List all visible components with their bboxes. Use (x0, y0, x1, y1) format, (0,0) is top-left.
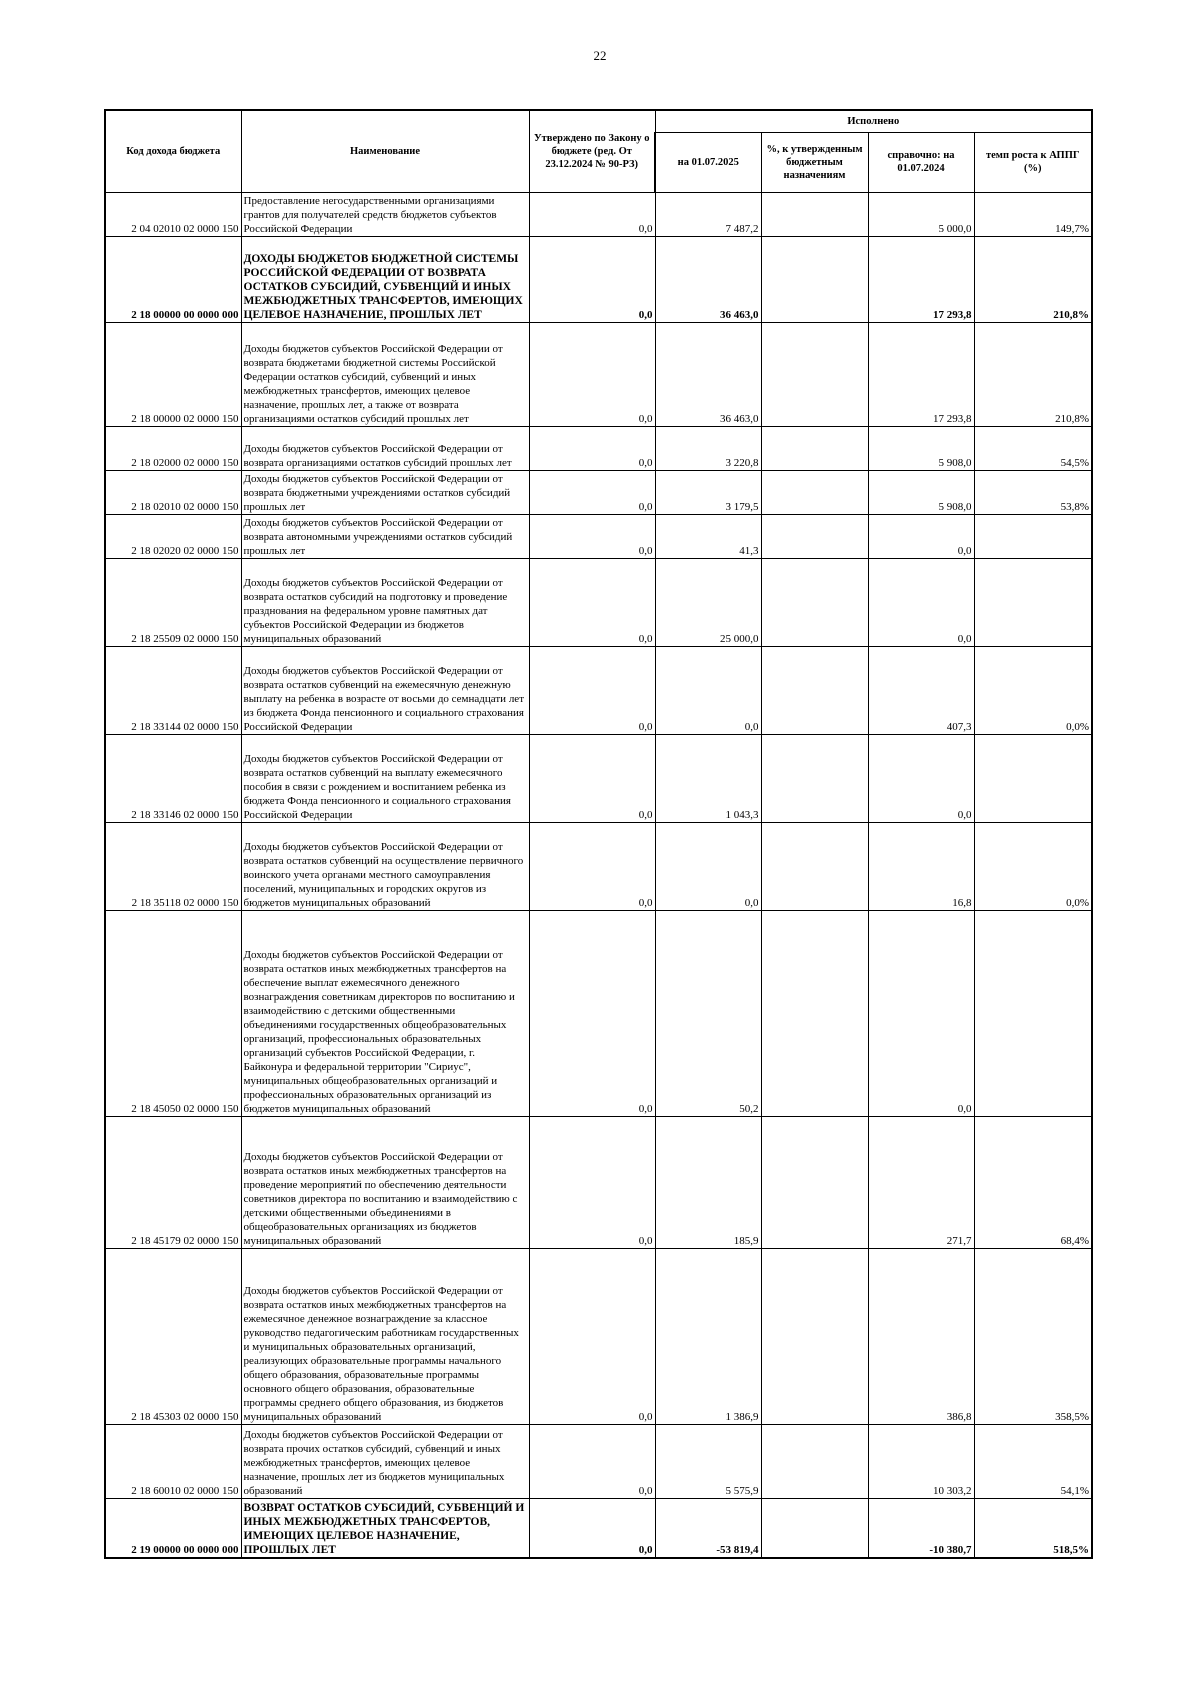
row-percent (761, 236, 868, 322)
row-executed: 7 487,2 (655, 192, 761, 236)
table-row (105, 192, 1092, 236)
row-percent (761, 734, 868, 822)
row-executed: 0,0 (655, 822, 761, 910)
header-name: Наименование (241, 110, 529, 192)
row-reference: 17 293,8 (868, 322, 974, 426)
row-reference: 0,0 (868, 910, 974, 1116)
row-approved: 0,0 (529, 822, 655, 910)
row-name: Доходы бюджетов субъектов Российской Федерации от возврата остатков иных межбюджетных трансфертов на ежемесячное денежное вознаграждение за классное руководство педагогическим работникам государственных и муниципальных образовательных организаций, реализующих образовательные программы начального общего образования, образовательные программы основного общего образования, образовательные программы среднего общего образования, из бюджетов муниципальных образований (241, 1248, 529, 1424)
row-reference: 0,0 (868, 734, 974, 822)
row-name: Доходы бюджетов субъектов Российской Федерации от возврата бюджетными учреждениями остатков субсидий прошлых лет (241, 470, 529, 514)
row-reference: 5 908,0 (868, 470, 974, 514)
row-code: 2 19 00000 00 0000 000 (105, 1498, 241, 1558)
table-row (105, 822, 1092, 910)
row-executed: 185,9 (655, 1116, 761, 1248)
row-executed: 41,3 (655, 514, 761, 558)
row-code: 2 18 45179 02 0000 150 (105, 1116, 241, 1248)
row-executed: 1 386,9 (655, 1248, 761, 1424)
row-growth: 54,5% (974, 426, 1092, 470)
row-executed: 25 000,0 (655, 558, 761, 646)
row-code: 2 18 35118 02 0000 150 (105, 822, 241, 910)
row-percent (761, 646, 868, 734)
header-executed: Исполнено (655, 110, 1092, 132)
row-executed: 3 179,5 (655, 470, 761, 514)
header-growth: темп роста к АППГ (%) (974, 132, 1092, 192)
table-row (105, 558, 1092, 646)
row-growth (974, 514, 1092, 558)
row-approved: 0,0 (529, 910, 655, 1116)
row-percent (761, 558, 868, 646)
row-name: Предоставление негосударственными организациями грантов для получателей средств бюджетов субъектов Российской Федерации (241, 192, 529, 236)
row-name: Доходы бюджетов субъектов Российской Федерации от возврата остатков субвенций на ежемесячную денежную выплату на ребенка в возрасте от восьми до семнадцати лет из бюджета Фонда пенсионного и социального страхования Российской Федерации (241, 646, 529, 734)
row-growth: 210,8% (974, 236, 1092, 322)
table-row (105, 1424, 1092, 1498)
row-code: 2 18 25509 02 0000 150 (105, 558, 241, 646)
row-executed: 1 043,3 (655, 734, 761, 822)
row-approved: 0,0 (529, 236, 655, 322)
row-name: Доходы бюджетов субъектов Российской Федерации от возврата остатков субсидий на подготовку и проведение празднования на федеральном уровне памятных дат субъектов Российской Федерации из бюджетов муниципальных образований (241, 558, 529, 646)
row-code: 2 18 02020 02 0000 150 (105, 514, 241, 558)
header-reference: справочно: на 01.07.2024 (868, 132, 974, 192)
row-reference: 271,7 (868, 1116, 974, 1248)
row-growth: 149,7% (974, 192, 1092, 236)
row-percent (761, 514, 868, 558)
row-reference: 407,3 (868, 646, 974, 734)
row-growth: 0,0% (974, 646, 1092, 734)
header-approved: Утверждено по Закону о бюджете (ред. От 23.12.2024 № 90-РЗ) (529, 110, 655, 192)
row-executed: 0,0 (655, 646, 761, 734)
row-name: Доходы бюджетов субъектов Российской Федерации от возврата организациями остатков субсидий прошлых лет (241, 426, 529, 470)
table-row (105, 646, 1092, 734)
row-percent (761, 1248, 868, 1424)
header-percent: %, к утвержденным бюджетным назначениям (761, 132, 868, 192)
row-reference: -10 380,7 (868, 1498, 974, 1558)
row-code: 2 18 02010 02 0000 150 (105, 470, 241, 514)
table-row (105, 470, 1092, 514)
row-percent (761, 470, 868, 514)
row-reference: 0,0 (868, 558, 974, 646)
row-growth: 210,8% (974, 322, 1092, 426)
row-name: Доходы бюджетов субъектов Российской Федерации от возврата бюджетами бюджетной системы Российской Федерации остатков субсидий, субвенций и иных межбюджетных трансфертов, имеющих целевое назначение, прошлых лет, а также от возврата организациями остатков субсидий прошлых лет (241, 322, 529, 426)
row-reference: 0,0 (868, 514, 974, 558)
row-approved: 0,0 (529, 322, 655, 426)
row-code: 2 18 33144 02 0000 150 (105, 646, 241, 734)
row-name: Доходы бюджетов субъектов Российской Федерации от возврата прочих остатков субсидий, субвенций и иных межбюджетных трансфертов, имеющих целевое назначение, прошлых лет из бюджетов муниципальных образований (241, 1424, 529, 1498)
row-code: 2 04 02010 02 0000 150 (105, 192, 241, 236)
row-approved: 0,0 (529, 1116, 655, 1248)
row-approved: 0,0 (529, 646, 655, 734)
row-reference: 5 000,0 (868, 192, 974, 236)
row-executed: -53 819,4 (655, 1498, 761, 1558)
row-growth (974, 910, 1092, 1116)
table-row (105, 1248, 1092, 1424)
row-executed: 36 463,0 (655, 236, 761, 322)
row-approved: 0,0 (529, 192, 655, 236)
row-approved: 0,0 (529, 1498, 655, 1558)
row-name: Доходы бюджетов субъектов Российской Федерации от возврата остатков иных межбюджетных трансфертов на обеспечение выплат ежемесячного денежного вознаграждения советникам директоров по воспитанию и взаимодействию с детскими общественными объединениями государственных общеобразовательных организаций, профессиональных образовательных организаций субъектов Российской Федерации, г. Байконура и федеральной территории "Сириус", муниципальных общеобразовательных организаций и профессиональных образовательных организаций из бюджетов муниципальных образований (241, 910, 529, 1116)
row-percent (761, 822, 868, 910)
row-reference: 17 293,8 (868, 236, 974, 322)
row-code: 2 18 00000 00 0000 000 (105, 236, 241, 322)
row-approved: 0,0 (529, 558, 655, 646)
table-row (105, 514, 1092, 558)
row-name: ДОХОДЫ БЮДЖЕТОВ БЮДЖЕТНОЙ СИСТЕМЫ РОССИЙСКОЙ ФЕДЕРАЦИИ ОТ ВОЗВРАТА ОСТАТКОВ СУБСИДИЙ, СУБВЕНЦИЙ И ИНЫХ МЕЖБЮДЖЕТНЫХ ТРАНСФЕРТОВ, ИМЕЮЩИХ ЦЕЛЕВОЕ НАЗНАЧЕНИЕ, ПРОШЛЫХ ЛЕТ (241, 236, 529, 322)
table-row (105, 322, 1092, 426)
table-row (105, 734, 1092, 822)
row-code: 2 18 60010 02 0000 150 (105, 1424, 241, 1498)
table-header (105, 110, 1092, 192)
row-growth: 0,0% (974, 822, 1092, 910)
table-row (105, 1116, 1092, 1248)
page-number: 22 (593, 48, 607, 63)
row-percent (761, 1498, 868, 1558)
row-percent (761, 426, 868, 470)
row-code: 2 18 02000 02 0000 150 (105, 426, 241, 470)
row-approved: 0,0 (529, 426, 655, 470)
row-name: ВОЗВРАТ ОСТАТКОВ СУБСИДИЙ, СУБВЕНЦИЙ И ИНЫХ МЕЖБЮДЖЕТНЫХ ТРАНСФЕРТОВ, ИМЕЮЩИХ ЦЕЛЕВОЕ НАЗНАЧЕНИЕ, ПРОШЛЫХ ЛЕТ (241, 1498, 529, 1558)
row-approved: 0,0 (529, 1424, 655, 1498)
budget-income-table (104, 109, 1093, 1559)
table-row (105, 1498, 1092, 1558)
row-executed: 36 463,0 (655, 322, 761, 426)
row-reference: 16,8 (868, 822, 974, 910)
row-code: 2 18 45050 02 0000 150 (105, 910, 241, 1116)
row-name: Доходы бюджетов субъектов Российской Федерации от возврата остатков иных межбюджетных трансфертов на проведение мероприятий по обеспечению деятельности советников директора по воспитанию и взаимодействию с детскими общественными объединениями в общеобразовательных организациях из бюджетов муниципальных образований (241, 1116, 529, 1248)
row-growth (974, 734, 1092, 822)
row-name: Доходы бюджетов субъектов Российской Федерации от возврата автономными учреждениями остатков субсидий прошлых лет (241, 514, 529, 558)
row-code: 2 18 33146 02 0000 150 (105, 734, 241, 822)
row-approved: 0,0 (529, 734, 655, 822)
table-body (105, 192, 1092, 1558)
row-code: 2 18 00000 02 0000 150 (105, 322, 241, 426)
row-reference: 10 303,2 (868, 1424, 974, 1498)
table-row (105, 910, 1092, 1116)
row-approved: 0,0 (529, 1248, 655, 1424)
row-growth (974, 558, 1092, 646)
header-code: Код дохода бюджета (105, 110, 241, 192)
row-percent (761, 322, 868, 426)
row-reference: 5 908,0 (868, 426, 974, 470)
row-percent (761, 1116, 868, 1248)
row-reference: 386,8 (868, 1248, 974, 1424)
row-growth: 53,8% (974, 470, 1092, 514)
row-code: 2 18 45303 02 0000 150 (105, 1248, 241, 1424)
row-growth: 68,4% (974, 1116, 1092, 1248)
header-on-date: на 01.07.2025 (655, 132, 761, 192)
row-percent (761, 192, 868, 236)
row-name: Доходы бюджетов субъектов Российской Федерации от возврата остатков субвенций на выплату ежемесячного пособия в связи с рождением и воспитанием ребенка из бюджета Фонда пенсионного и социального страхования Российской Федерации (241, 734, 529, 822)
row-name: Доходы бюджетов субъектов Российской Федерации от возврата остатков субвенций на осуществление первичного воинского учета органами местного самоуправления поселений, муниципальных и городских округов из бюджетов муниципальных образований (241, 822, 529, 910)
row-approved: 0,0 (529, 514, 655, 558)
row-growth: 358,5% (974, 1248, 1092, 1424)
row-percent (761, 1424, 868, 1498)
row-percent (761, 910, 868, 1116)
row-executed: 50,2 (655, 910, 761, 1116)
row-growth: 518,5% (974, 1498, 1092, 1558)
row-growth: 54,1% (974, 1424, 1092, 1498)
row-executed: 5 575,9 (655, 1424, 761, 1498)
row-approved: 0,0 (529, 470, 655, 514)
table-row (105, 236, 1092, 322)
table-row (105, 426, 1092, 470)
row-executed: 3 220,8 (655, 426, 761, 470)
